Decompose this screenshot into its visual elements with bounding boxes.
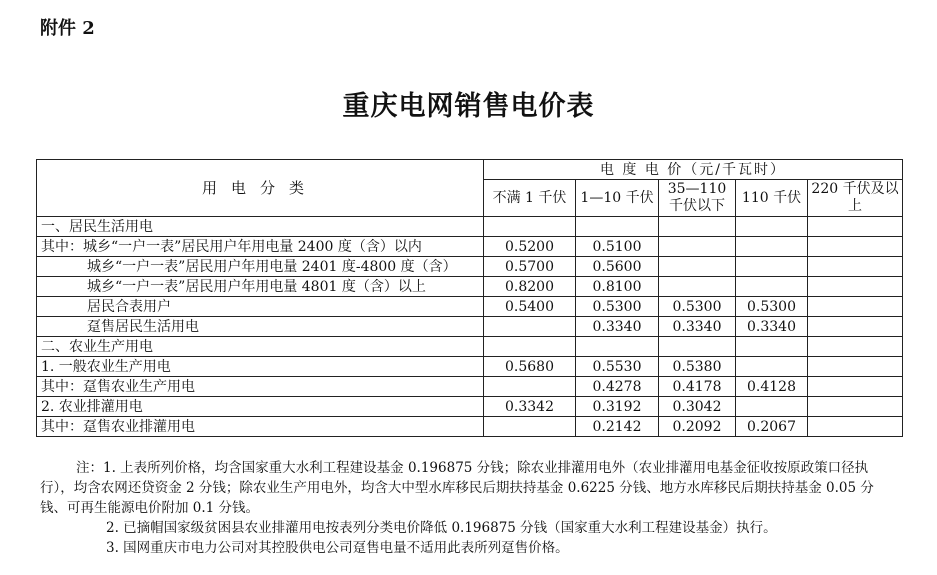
price-cell: 0.3340 — [736, 317, 808, 337]
table-row — [37, 357, 903, 377]
row-category: 其中：趸售农业生产用电 — [37, 377, 484, 397]
price-cell — [808, 217, 903, 237]
notes — [40, 458, 900, 558]
table-row — [37, 317, 903, 337]
row-category: 城乡“一户一表”居民用户年用电量 4801 度（含）以上 — [37, 277, 484, 297]
price-cell — [659, 277, 736, 297]
price-cell: 0.5300 — [659, 297, 736, 317]
row-category: 其中：城乡“一户一表”居民用户年用电量 2400 度（含）以内 — [37, 237, 484, 257]
price-cell: 0.5400 — [484, 297, 576, 317]
price-header: 电 度 电 价（元/千瓦时） — [484, 160, 903, 180]
row-category: 2. 农业排灌用电 — [37, 397, 484, 417]
price-cell — [808, 257, 903, 277]
price-cell: 0.2142 — [576, 417, 659, 437]
price-cell: 0.4178 — [659, 377, 736, 397]
price-cell — [484, 337, 576, 357]
price-cell: 0.2067 — [736, 417, 808, 437]
price-cell — [808, 317, 903, 337]
price-cell: 0.3340 — [659, 317, 736, 337]
voltage-header: 不满 1 千伏 — [484, 180, 576, 217]
price-cell — [736, 217, 808, 237]
price-cell: 0.3042 — [659, 397, 736, 417]
price-cell — [736, 277, 808, 297]
price-cell: 0.5100 — [576, 237, 659, 257]
voltage-header: 110 千伏 — [736, 180, 808, 217]
price-cell — [808, 297, 903, 317]
price-cell — [736, 257, 808, 277]
price-cell — [659, 217, 736, 237]
price-cell — [736, 237, 808, 257]
price-cell: 0.3192 — [576, 397, 659, 417]
price-cell — [659, 237, 736, 257]
attachment-label: 附件 2 — [40, 18, 95, 39]
price-cell: 0.4128 — [736, 377, 808, 397]
page-title: 重庆电网销售电价表 — [342, 91, 595, 122]
table-row — [37, 337, 903, 357]
price-cell — [576, 337, 659, 357]
row-category: 城乡“一户一表”居民用户年用电量 2401 度-4800 度（含） — [37, 257, 484, 277]
row-category: 1. 一般农业生产用电 — [37, 357, 484, 377]
table-row — [37, 377, 903, 397]
price-cell: 0.5530 — [576, 357, 659, 377]
table-row — [37, 257, 903, 277]
category-header: 用电分类 — [37, 160, 484, 217]
price-cell: 0.8200 — [484, 277, 576, 297]
row-category: 趸售居民生活用电 — [37, 317, 484, 337]
voltage-header: 220 千伏及以上 — [808, 180, 903, 217]
note-1: 注：1. 上表所列价格，均含国家重大水利工程建设基金 0.196875 分钱；除农业排灌用电外（农业排灌用电基金征收按原政策口径执行），均含农网还贷资金 2 分钱；除农业生产用电外，均含大中型水库移民后期扶持基金 0.6225 分钱、地方水库移民后期扶持基金 0.05 分钱、可再生能源电价附加 0.1 分钱。 — [40, 460, 874, 516]
price-cell — [736, 397, 808, 417]
price-cell — [484, 377, 576, 397]
price-cell — [659, 257, 736, 277]
table-row — [37, 297, 903, 317]
price-cell: 0.5700 — [484, 257, 576, 277]
price-cell — [808, 337, 903, 357]
price-cell: 0.5300 — [736, 297, 808, 317]
price-cell: 0.8100 — [576, 277, 659, 297]
price-cell: 0.3340 — [576, 317, 659, 337]
price-cell: 0.4278 — [576, 377, 659, 397]
price-cell: 0.5680 — [484, 357, 576, 377]
price-cell — [576, 217, 659, 237]
price-cell — [736, 357, 808, 377]
table-row — [37, 217, 903, 237]
price-cell — [808, 357, 903, 377]
row-category: 一、居民生活用电 — [37, 217, 484, 237]
price-cell — [484, 317, 576, 337]
price-cell — [808, 397, 903, 417]
header-row-top — [37, 160, 903, 180]
row-category: 居民合表用户 — [37, 297, 484, 317]
table-row — [37, 417, 903, 437]
table-row — [37, 237, 903, 257]
price-cell — [484, 417, 576, 437]
price-cell — [484, 217, 576, 237]
price-cell: 0.3342 — [484, 397, 576, 417]
table-row — [37, 277, 903, 297]
note-2: 2. 已摘帽国家级贫困县农业排灌用电按表列分类电价降低 0.196875 分钱（国家重大水利工程建设基金）执行。 — [106, 520, 777, 536]
price-cell — [808, 377, 903, 397]
price-cell — [808, 277, 903, 297]
voltage-header: 35—110 千伏以下 — [659, 180, 736, 217]
note-3: 3. 国网重庆市电力公司对其控股供电公司趸售电量不适用此表所列趸售价格。 — [106, 540, 569, 556]
price-cell — [659, 337, 736, 357]
table-row — [37, 397, 903, 417]
price-table — [36, 159, 903, 437]
price-cell — [808, 417, 903, 437]
price-cell — [808, 237, 903, 257]
voltage-header: 1—10 千伏 — [576, 180, 659, 217]
price-cell: 0.5300 — [576, 297, 659, 317]
price-cell — [736, 337, 808, 357]
price-cell: 0.5600 — [576, 257, 659, 277]
price-cell: 0.5200 — [484, 237, 576, 257]
row-category: 二、农业生产用电 — [37, 337, 484, 357]
price-cell: 0.2092 — [659, 417, 736, 437]
price-cell: 0.5380 — [659, 357, 736, 377]
row-category: 其中：趸售农业排灌用电 — [37, 417, 484, 437]
